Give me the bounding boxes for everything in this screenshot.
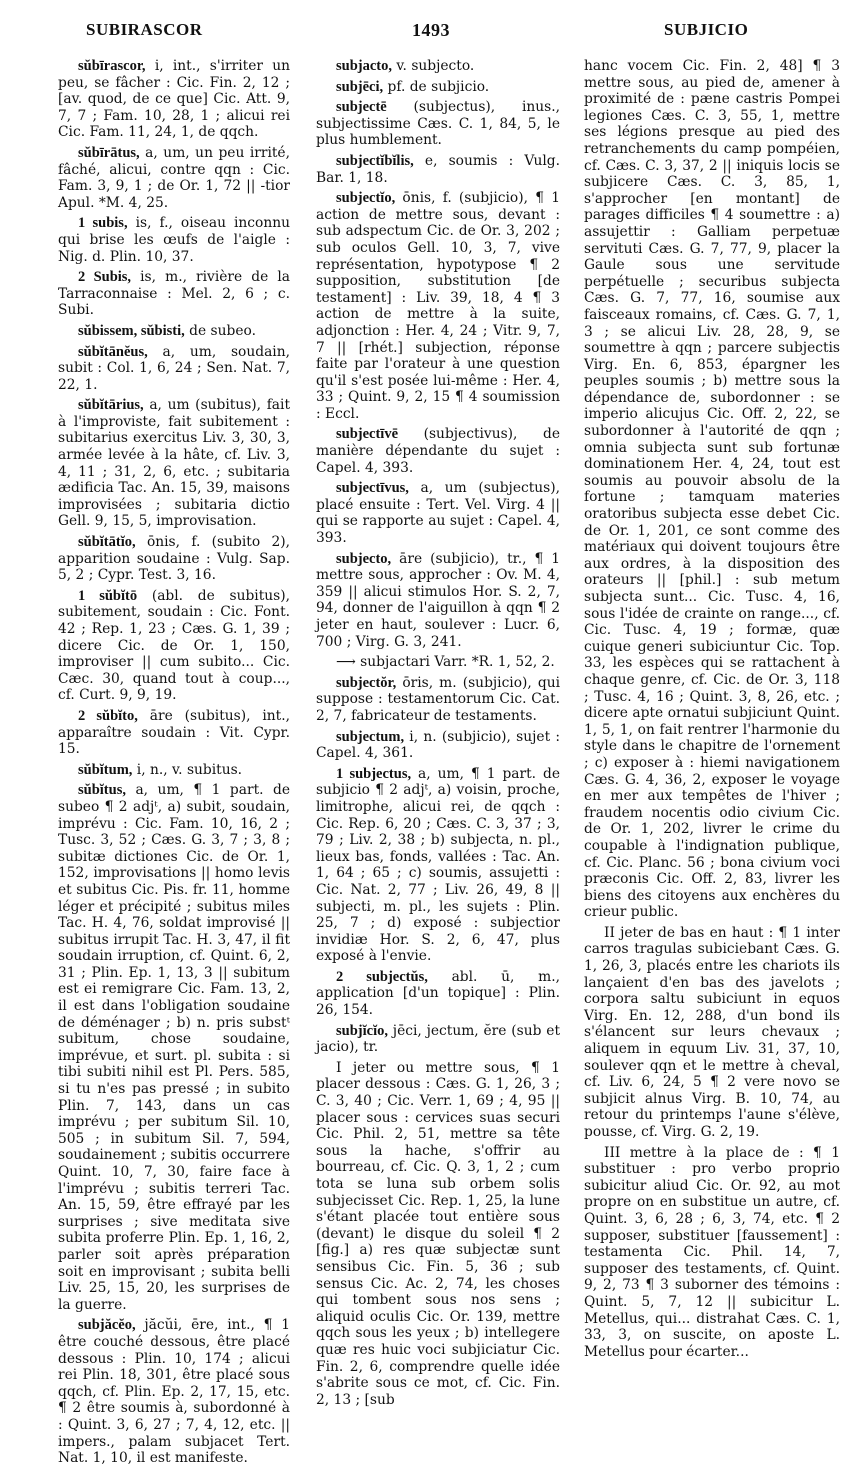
dictionary-entry bbox=[316, 99, 560, 149]
entry-text: āre (subjicio), tr., ¶ 1 mettre sous, approcher : Ov. M. 4, 359 || alicui stimulos Hor. S. 2, 7, 94, donner de l'aiguillon à qqn ¶ 2 jeter en haut, soulever : Lucr. 6, 700 ; Virg. G. 3, 241. bbox=[316, 550, 560, 650]
headword: subjacto, bbox=[336, 58, 392, 74]
dictionary-entry bbox=[316, 654, 560, 671]
headword: sŭbīrascor, bbox=[78, 58, 146, 74]
entry-text: jēci, jectum, ĕre (sub et jacio), tr. bbox=[316, 1022, 560, 1056]
entry-text: jăcŭi, ēre, int., ¶ 1 être couché dessous, être placé dessous : Plin. 10, 174 ; alicui rei Plin. 18, 301, être placé sous qqch, cf. Plin. Ep. 2, 17, 15, etc. ¶ 2 être soumis à, subordonné à : Quint. 3, 6, 27 ; 7, 4, 12, etc. || impers., palam subjacet Tert. Nat. 1, 10, il est manifeste. bbox=[58, 1317, 290, 1467]
dictionary-entry bbox=[316, 190, 560, 422]
entry-text: a, um, soudain, subit : Col. 1, 6, 24 ; Sen. Nat. 7, 22, 1. bbox=[58, 343, 290, 393]
column-right bbox=[584, 58, 840, 1358]
entry-text: a, um, ¶ 1 part. de subeo ¶ 2 adjᵗ, a) subit, soudain, imprévu : Cic. Fam. 10, 16, 2 ; Tusc. 3, 52 ; Cæs. G. 3, 7 ; 3, 8 ; subitæ dictiones Cic. de Or. 1, 152, improvisations || homo levis et subitus Cic. Pis. fr. 11, homme léger et précipité ; subitus miles Tac. H. 4, 76, soldat improvisé || subitus irrupit Tac. H. 3, 47, il fit soudain irruption, cf. Quint. 6, 2, 31 ; Plin. Ep. 1, 13, 3 || subitum est ei remigrare Cic. Fam. 13, 2, il est dans l'obligation soudaine de déménager ; b) n. pris substᵗ subitum, chose soudaine, imprévue, et surt. pl. subita : si tibi subiti nihil est Pl. Pers. 585, si tu n'es pas pressé ; in subito Plin. 7, 143, dans un cas imprévu ; per subitum Sil. 10, 505 ; in subitum Sil. 7, 594, soudainement ; subitis occurrere Quint. 10, 7, 30, faire face à l'imprévu ; subitis terreri Tac. An. 15, 59, être effrayé par les surprises ; sive meditata sive subita proferre Plin. Ep. 1, 16, 2, parler soit après préparation soit en improvisant ; subita belli Liv. 25, 15, 20, les surprises de la guerre. bbox=[58, 782, 290, 1313]
entry-text: (subjectus), inus., subjectissime Cæs. C. 1, 84, 5, le plus humblement. bbox=[316, 99, 560, 149]
dictionary-entry bbox=[58, 708, 290, 758]
entry-text: āre (subitus), int., apparaître soudain : Vit. Cypr. 15. bbox=[58, 707, 290, 758]
dictionary-entry bbox=[316, 729, 560, 762]
dictionary-entry bbox=[58, 145, 290, 211]
dictionary-entry bbox=[58, 1317, 290, 1466]
entry-text: ōris, m. (subjicio), qui suppose : testamentorum Cic. Cat. 2, 7, fabricateur de testaments. bbox=[316, 674, 560, 724]
dictionary-entry bbox=[316, 675, 560, 725]
headword: subjectĭo, bbox=[336, 190, 396, 207]
entry-text: a, um (subitus), fait à l'improviste, fait subitement : subitarius exercitus Liv. 3, 30, 3, armée levée à la hâte, cf. Liv. 3, 4, 11 ; 31, 2, 6, etc. ; subitaria ædificia Tac. An. 15, 39, maisons improvisées ; subitaria dictio Gell. 9, 15, 5, improvisation. bbox=[58, 397, 290, 530]
headword: subjăcĕo, bbox=[78, 1317, 136, 1334]
entry-text: de subeo. bbox=[184, 322, 256, 339]
dictionary-entry bbox=[316, 969, 560, 1019]
headword: subjēci, bbox=[336, 78, 384, 95]
entry-text: (abl. de subitus), subitement, soudain : Cic. Font. 42 ; Rep. 1, 23 ; Cæs. G. 1, 39 ; dicere Cic. de Or. 1, 150, improviser || cum subito... Cic. Cæc. 30, quand tout à coup..., cf. Curt. 9, 9, 19. bbox=[58, 587, 290, 704]
headword: sŭbĭtārius, bbox=[78, 397, 144, 414]
entry-text: abl. ū, m., application [d'un topique] : Plin. 26, 154. bbox=[316, 968, 560, 1019]
headword: subjectīvus, bbox=[336, 480, 409, 497]
headword: 2 subjectŭs, bbox=[336, 968, 428, 985]
page-number: 1493 bbox=[412, 20, 450, 40]
entry-text: i, n., v. subitus. bbox=[132, 761, 243, 778]
dictionary-entry bbox=[316, 1023, 560, 1056]
headword: sŭbissem, sŭbisti, bbox=[78, 322, 185, 339]
column-left bbox=[58, 58, 290, 1467]
entry-text: ōnis, f. (subjicio), ¶ 1 action de mettre sous, devant : sub adspectum Cic. de Or. 3, 202 ; sub oculos Gell. 10, 3, 7, vive représentation, hypotypose ¶ 2 supposition, substitution [de testament] : Liv. 39, 18, 4 ¶ 3 action de mettre à la suite, adjonction : Her. 4, 24 ; Vitr. 9, 7, 7 || [rhét.] subjection, réponse faite par l'orateur à une question qu'il s'est posée lui-même : Her. 4, 33 ; Quint. 9, 2, 15 ¶ 4 soumission : Eccl. bbox=[316, 190, 560, 422]
headword: subjectē bbox=[336, 99, 387, 116]
headword: 2 sŭbĭto, bbox=[78, 707, 138, 724]
entry-text: hanc vocem Cic. Fin. 2, 48] ¶ 3 mettre sous, au pied de, amener à proximité de : pæne castris Pompei legiones Cæs. C. 3, 55, 1, mettre ses légions presque au pied des retranchements du camp pompéien, cf. Cæs. C. 3, 37, 2 || iniquis locis se subjicere Cæs. C. 3, 85, 1, s'approcher [en montant] de parages difficiles ¶ 4 soumettre : a) assujettir : Galliam perpetuæ servituti Cæs. G. 7, 77, 9, placer la Gaule sous une servitude perpétuelle ; securibus subjecta Cæs. G. 7, 77, 16, soumise aux faisceaux romains, cf. Cæs. G. 7, 1, 3 ; se alicui Liv. 28, 28, 9, se soumettre à qqn ; parcere subjectis Virg. En. 6, 853, épargner les peuples soumis ; b) mettre sous la dépendance de, subordonner : se imperio alicujus Cic. Off. 2, 22, se subordonner à l'autorité de qqn ; omnia subjecta sunt sub fortunæ dominationem Her. 4, 24, tout est soumis au pouvoir absolu de la fortune ; tamquam materies oratoribus subjecta esse debet Cic. de Or. 1, 201, ce sont comme des matériaux qui doivent toujours être aux ordres, à la disposition des orateurs || [phil.] : sub metum subjecta sunt... Cic. Tusc. 4, 16, sous l'idée de crainte on range..., cf. Cic. Tusc. 4, 19 ; formæ, quæ cuique generi subiciuntur Cic. Top. 33, les espèces qui se rattachent à chaque genre, cf. Cic. de Or. 3, 118 ; Tusc. 4, 16 ; Quint. 3, 8, 26, etc. ; dicere apte ornatui subjiciunt Quint. 1, 5, 1, on fait rentrer l'harmonie du style dans le chapitre de l'ornement ; c) exposer à : hiemi navigationem Cæs. G. 4, 36, 2, exposer le voyage en mer aux tempêtes de l'hiver ; fraudem nocentis odio civium Cic. de Or. 1, 202, livrer le crime du coupable à l'indignation publique, cf. Cic. Planc. 56 ; bona civium voci præconis Cic. Off. 2, 83, livrer les biens des citoyens aux enchères du crieur public. bbox=[584, 58, 840, 921]
dictionary-entry bbox=[58, 782, 290, 1313]
dictionary-entry bbox=[58, 534, 290, 584]
dictionary-entry bbox=[58, 323, 290, 340]
headword: subjectīvē bbox=[336, 426, 399, 443]
headword: sŭbĭtānĕus, bbox=[78, 343, 148, 360]
headword: subjectum, bbox=[336, 728, 405, 745]
dictionary-entry bbox=[58, 397, 290, 530]
entry-text: v. subjecto. bbox=[392, 58, 475, 74]
dictionary-entry bbox=[316, 79, 560, 96]
dictionary-entry bbox=[316, 1060, 560, 1408]
dictionary-entry bbox=[316, 551, 560, 651]
headword: sŭbĭtus, bbox=[78, 782, 126, 799]
dictionary-entry bbox=[316, 58, 560, 75]
entry-text: pf. de subjicio. bbox=[383, 78, 490, 95]
entry-text: is, f., oiseau inconnu qui brise les œufs de l'aigle : Nig. d. Plin. 10, 37. bbox=[58, 215, 290, 265]
headword: 1 subis, bbox=[78, 215, 128, 232]
headword: sŭbĭtum, bbox=[78, 761, 133, 778]
dictionary-entry bbox=[58, 269, 290, 319]
dictionary-entry bbox=[58, 762, 290, 779]
entry-text: a, um, ¶ 1 part. de subjicio ¶ 2 adjᵗ, a) voisin, proche, limitrophe, alicui rei, de qqch : Cic. Rep. 6, 20 ; Cæs. C. 3, 37 ; 3, 79 ; Liv. 2, 38 ; b) subjecta, n. pl., lieux bas, fonds, vallées : Tac. An. 1, 64 ; 65 ; c) soumis, assujetti : Cic. Nat. 2, 77 ; Liv. 26, 49, 8 || subjecti, m. pl., les sujets : Plin. 25, 7 ; d) exposé : subjectior invidiæ Hor. S. 2, 6, 47, plus exposé à l'envie. bbox=[316, 765, 560, 965]
entry-text: II jeter de bas en haut : ¶ 1 inter carros tragulas subiciebant Cæs. G. 1, 26, 3, placés entre les chariots ils lançaient d'en bas des javelots ; corpora saltu subiciunt in equos Virg. En. 12, 288, d'un bond ils s'élancent sur leurs chevaux ; aliquem in equum Liv. 31, 37, 10, soulever qqn et le mettre à cheval, cf. Liv. 6, 24, 5 ¶ 2 vere novo se subjicit alnus Virg. B. 10, 74, au retour du printemps l'aune s'élève, pousse, cf. Virg. G. 2, 19. bbox=[584, 924, 840, 1140]
entry-text: ⟶ subjactari Varr. *R. 1, 52, 2. bbox=[336, 654, 555, 671]
entry-text: a, um (subjectus), placé ensuite : Tert. Vel. Virg. 4 || qui se rapporte au sujet : Capel. 4, 393. bbox=[316, 480, 560, 547]
headword: 1 subjectus, bbox=[336, 765, 412, 782]
headword: subjĭcĭo, bbox=[336, 1022, 388, 1039]
headword: subjecto, bbox=[336, 550, 392, 567]
page-header bbox=[0, 0, 858, 48]
dictionary-entry bbox=[316, 480, 560, 546]
entry-text: a, um, un peu irrité, fâché, alicui, contre qqn : Cic. Fam. 3, 9, 1 ; de Or. 1, 72 || -tior Apul. *M. 4, 25. bbox=[58, 144, 290, 211]
entry-text: is, m., rivière de la Tarraconnaise : Mel. 2, 6 ; c. Subi. bbox=[58, 269, 290, 319]
dictionary-entry bbox=[584, 1145, 840, 1361]
dictionary-entry bbox=[58, 215, 290, 265]
dictionary-entry bbox=[58, 588, 290, 704]
dictionary-entry bbox=[316, 153, 560, 186]
headword: 2 Subis, bbox=[78, 269, 132, 286]
headword: sŭbīrātus, bbox=[78, 144, 140, 161]
entry-text: (subjectivus), de manière dépendante du sujet : Capel. 4, 393. bbox=[316, 426, 560, 476]
headword: subjectĭbĭlis, bbox=[336, 152, 414, 169]
headword: subjectŏr, bbox=[336, 674, 397, 691]
running-head-right: SUBJICIO bbox=[664, 20, 749, 39]
headword: sŭbĭtātĭo, bbox=[78, 534, 136, 551]
dictionary-entry bbox=[584, 58, 840, 921]
entry-text: e, soumis : Vulg. Bar. 1, 18. bbox=[316, 152, 560, 186]
entry-text: i, int., s'irriter un peu, se fâcher : Cic. Fin. 2, 12 ; [av. quod, de ce que] Cic. Att. 9, 7, 7 ; Fam. 10, 28, 1 ; alicui rei Cic. Fam. 11, 24, 1, de qqch. bbox=[58, 58, 290, 141]
column-middle bbox=[316, 58, 560, 1408]
dictionary-entry bbox=[316, 766, 560, 965]
dictionary-entry bbox=[584, 925, 840, 1141]
dictionary-entry bbox=[58, 58, 290, 141]
entry-text: I jeter ou mettre sous, ¶ 1 placer dessous : Cæs. G. 1, 26, 3 ; C. 3, 40 ; Cic. Verr. 1, 69 ; 4, 95 || placer sous : cervices suas securi Cic. Phil. 2, 51, mettre sa tête sous la hache, s'offrir au bourreau, cf. Cic. Q. 3, 1, 2 ; cum tota se luna sub orbem solis subjecisset Cic. Rep. 1, 25, la lune s'étant placée tout entière sous (devant) le disque du soleil ¶ 2 [fig.] a) res quæ subjectæ sunt sensibus Cic. Fin. 5, 36 ; sub sensus Cic. Ac. 2, 74, les choses qui tombent sous nos sens ; aliquid oculis Cic. Or. 139, mettre qqch sous les yeux ; b) intellegere quæ res huic voci subjiciatur Cic. Fin. 2, 6, comprendre quelle idée s'abrite sous ce mot, cf. Cic. Fin. 2, 13 ; [sub bbox=[316, 1059, 560, 1408]
entry-text: ōnis, f. (subito 2), apparition soudaine : Vulg. Sap. 5, 2 ; Cypr. Test. 3, 16. bbox=[58, 534, 290, 584]
running-head-left: SUBIRASCOR bbox=[86, 20, 203, 39]
dictionary-entry bbox=[316, 426, 560, 476]
headword: 1 sŭbĭtō bbox=[78, 587, 138, 604]
entry-text: III mettre à la place de : ¶ 1 substituer : pro verbo proprio subicitur aliud Cic. Or. 92, au mot propre on en substitue un autre, cf. Quint. 3, 6, 28 ; 6, 3, 74, etc. ¶ 2 supposer, substituer [faussement] : testamenta Cic. Phil. 14, 7, supposer des testaments, cf. Quint. 9, 2, 73 ¶ 3 suborner des témoins : Quint. 5, 7, 12 || subicitur L. Metellus, qui... distrahat Cæs. C. 1, 33, 3, on suscite, on aposte L. Metellus pour écarter... bbox=[584, 1144, 840, 1360]
dictionary-entry bbox=[58, 344, 290, 394]
entry-text: i, n. (subjicio), sujet : Capel. 4, 361. bbox=[316, 728, 560, 762]
